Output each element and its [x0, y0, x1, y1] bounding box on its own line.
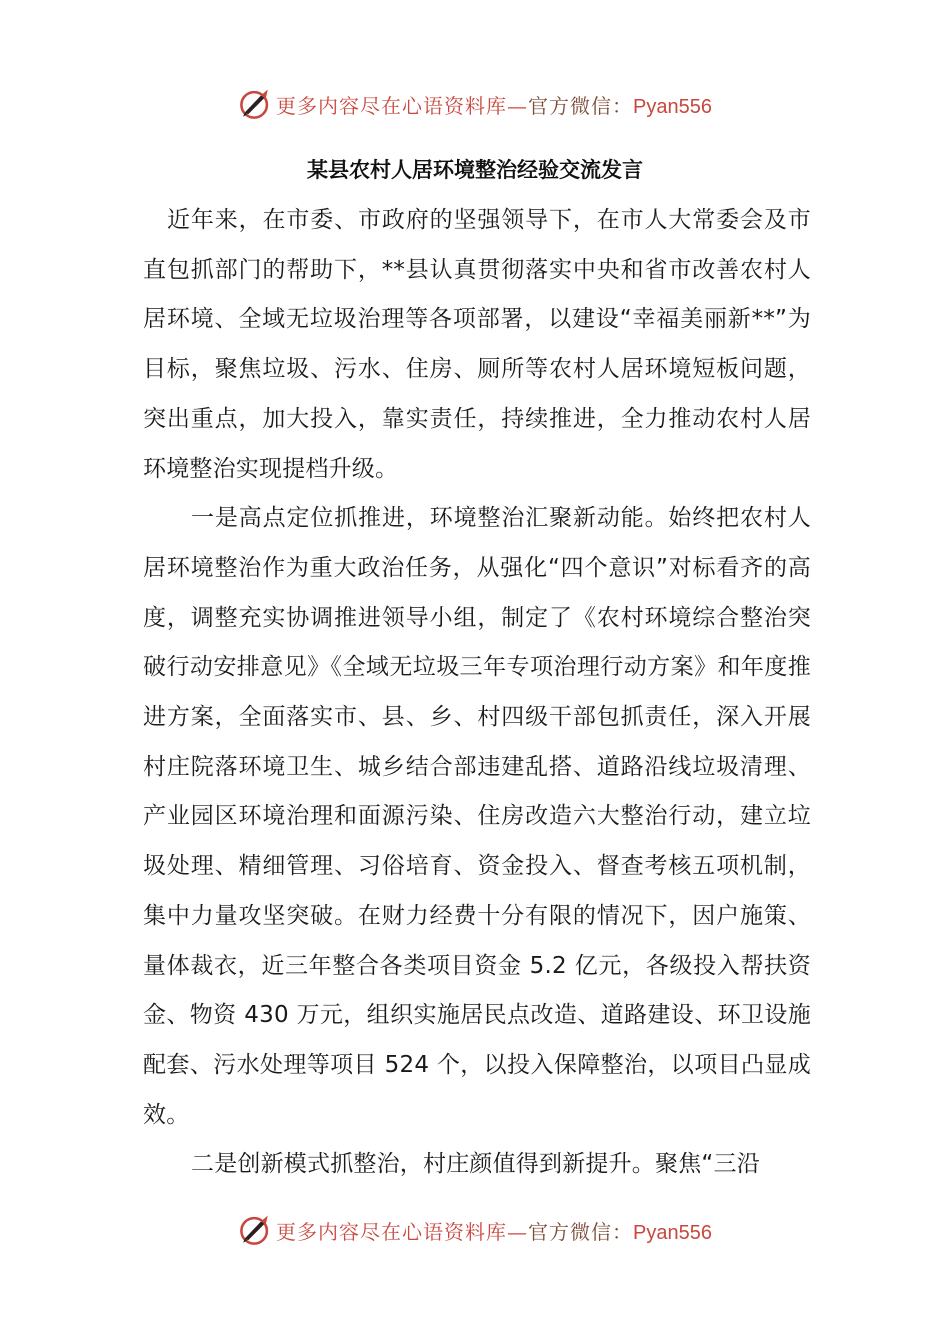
- header-banner: [0, 84, 950, 124]
- pen-logo-icon: [238, 87, 272, 121]
- header-official-label: 官方微信：: [528, 93, 634, 118]
- footer-separator: —: [507, 1219, 529, 1244]
- pen-logo-icon: [238, 1213, 272, 1247]
- footer-banner-text: [276, 1216, 712, 1245]
- header-wechat-id: Pyan556: [633, 95, 712, 118]
- header-banner-text: [276, 90, 712, 119]
- paragraph-point-two: 二是创新模式抓整治，村庄颜值得到新提升。聚焦“三沿: [191, 1151, 760, 1178]
- paragraph-intro: 近年来，在市委、市政府的坚强领导下，在市人大常委会及市直包抓部门的帮助下，**县认真贯彻落实中央和省市改善农村人居环境、全域无垃圾治理等各项部署，以建设“幸福美丽新**”为目标，聚焦垃圾、污水、住房、厕所等农村人居环境短板问题，突出重点，加大投入，靠实责任，持续推进，全力推动农村人居环境整治实现提档升级。: [143, 207, 811, 482]
- document-body: [143, 196, 811, 1190]
- header-library-text: 更多内容尽在心语资料库: [276, 93, 508, 118]
- footer-banner: [0, 1210, 950, 1250]
- document-title: 某县农村人居环境整治经验交流发言: [307, 158, 643, 182]
- paragraph-point-one: 一是高点定位抓推进，环境整治汇聚新动能。始终把农村人居环境整治作为重大政治任务，从强化“四个意识”对标看齐的高度，调整充实协调推进领导小组，制定了《农村环境综合整治突破行动安排意见》《全域无垃圾三年专项治理行动方案》和年度推进方案，全面落实市、县、乡、村四级干部包抓责任，深入开展村庄院落环境卫生、城乡结合部违建乱搭、道路沿线垃圾清理、产业园区环境治理和面源污染、住房改造六大整治行动，建立垃圾处理、精细管理、习俗培育、资金投入、督查考核五项机制，集中力量攻坚突破。在财力经费十分有限的情况下，因户施策、量体裁衣，近三年整合各类项目资金 5.2 亿元，各级投入帮扶资金、物资 430 万元，组织实施居民点改造、道路建设、环卫设施配套、污水处理等项目 524 个，以投入保障整治，以项目凸显成效。: [143, 505, 811, 1128]
- footer-wechat-id: Pyan556: [633, 1221, 712, 1244]
- header-separator: —: [507, 93, 529, 118]
- footer-library-text: 更多内容尽在心语资料库: [276, 1219, 508, 1244]
- footer-official-label: 官方微信：: [528, 1219, 634, 1244]
